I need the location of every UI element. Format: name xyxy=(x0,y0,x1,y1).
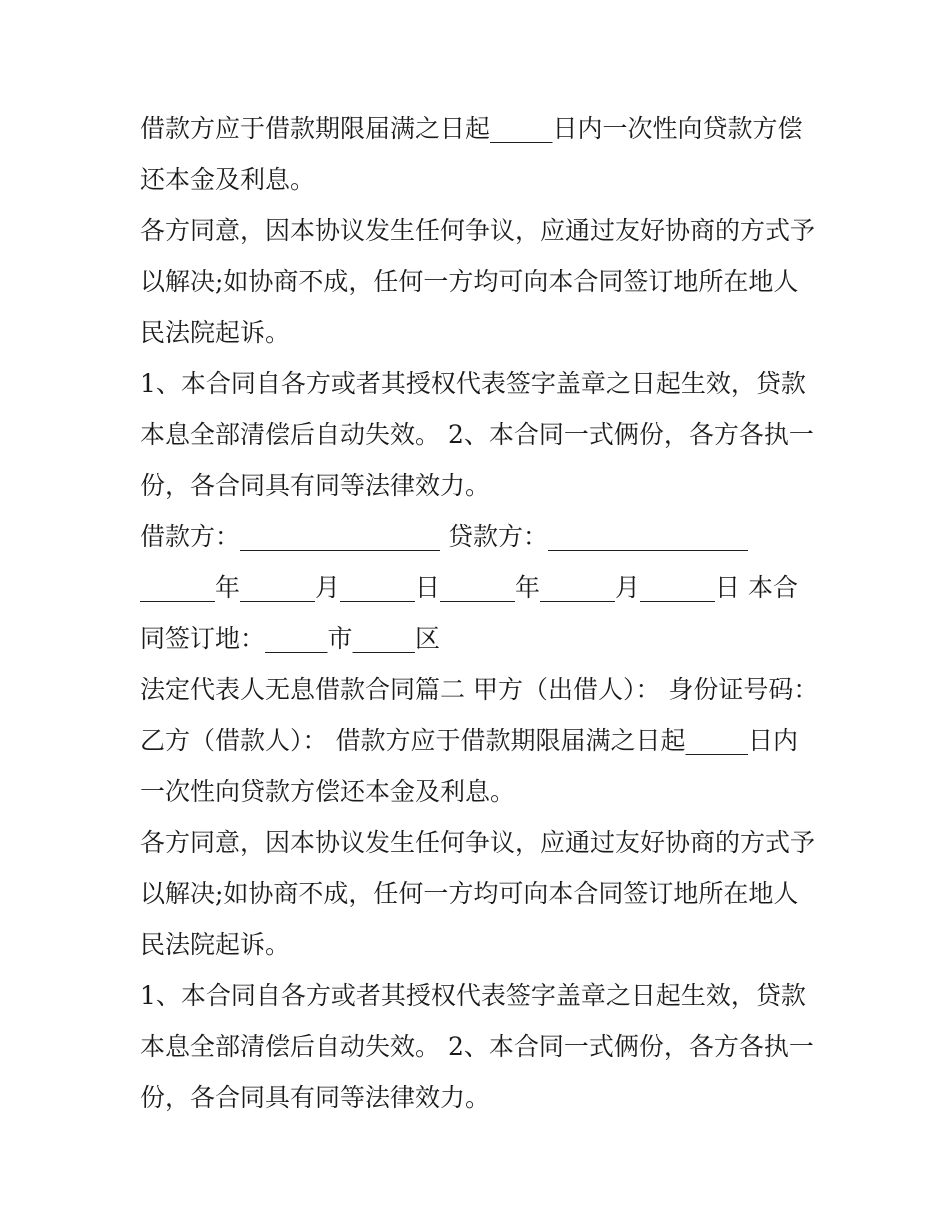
effectiveness-clause-two: 1、本合同自各方或者其授权代表签字盖章之日起生效，贷款本息全部清偿后自动失效。 2、本合同一式俩份，各方各执一份，各合同具有同等法律效力。 xyxy=(140,981,814,1112)
effectiveness-clause: 1、本合同自各方或者其授权代表签字盖章之日起生效，贷款本息全部清偿后自动失效。 2、本合同一式俩份，各方各执一份，各合同具有同等法律效力。 xyxy=(140,369,814,500)
repayment-clause: 借款方应于借款期限届满之日起_____日内一次性向贷款方偿还本金及利息。 xyxy=(140,114,803,194)
signature-line: 借款方：________________ 贷款方：________________ xyxy=(140,522,748,551)
date-and-place-line: ______年______月______日______年______月______日 本合同签订地：_____市_____区 xyxy=(140,573,798,653)
dispute-clause: 各方同意，因本协议发生任何争议，应通过友好协商的方式予以解决;如协商不成，任何一方均可向本合同签订地所在地人民法院起诉。 xyxy=(140,216,816,347)
contract-two-header: 法定代表人无息借款合同篇二 甲方（出借人）： 身份证号码： 乙方（借款人）： 借款方应于借款期限届满之日起_____日内一次性向贷款方偿还本金及利息。 xyxy=(140,675,827,806)
dispute-clause-two: 各方同意，因本协议发生任何争议，应通过友好协商的方式予以解决;如协商不成，任何一方均可向本合同签订地所在地人民法院起诉。 xyxy=(140,828,816,959)
document-body xyxy=(140,103,827,1123)
